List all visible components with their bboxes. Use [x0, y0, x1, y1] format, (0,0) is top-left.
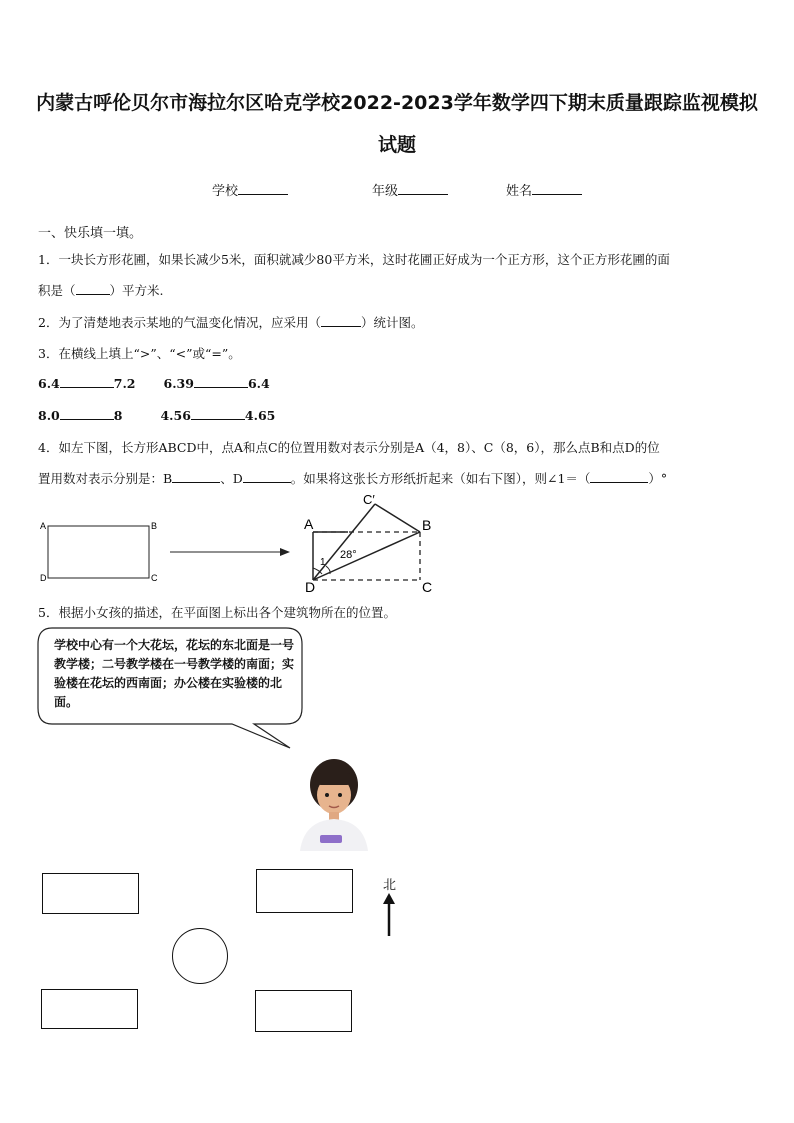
- right-label-c: C: [422, 579, 433, 595]
- q3-r2-left: 8.0: [38, 408, 60, 423]
- school-field: [212, 180, 288, 199]
- grade-label: 年级: [372, 184, 399, 199]
- q3-r1-blank1[interactable]: [60, 375, 114, 388]
- q1-text-b: ）平方米.: [109, 283, 164, 298]
- page-title: 内蒙古呼伦贝尔市海拉尔区哈克学校2022-2023学年数学四下期末质量跟踪监视模拟: [36, 92, 758, 114]
- girl-fringe: [315, 773, 353, 785]
- name-blank[interactable]: [532, 182, 582, 195]
- q1-line2: [38, 281, 164, 299]
- fold-cprime-b: [375, 504, 420, 532]
- q3-r1-blank2[interactable]: [194, 375, 248, 388]
- q3-row2: [38, 407, 275, 423]
- right-label-c-prime: C′: [363, 492, 375, 507]
- q4-text-d: ）°: [648, 471, 668, 486]
- right-label-b: B: [422, 517, 432, 533]
- speech-bubble-text: 学校中心有一个大花坛，花坛的东北面是一号教学楼；二号教学楼在一号教学楼的南面；实验楼在花坛的西南面；办公楼在实验楼的北面。: [54, 638, 295, 709]
- name-label: 姓名: [506, 184, 533, 199]
- q4-text-b: 、D: [220, 471, 243, 486]
- q3-r1-left: 6.4: [38, 376, 60, 391]
- q3-r1-mid: 7.2: [113, 376, 136, 391]
- q4-text-a: 置用数对表示分别是：B: [38, 471, 173, 486]
- girl-illustration: [290, 755, 370, 851]
- left-label-a: A: [40, 521, 47, 531]
- flower-bed-circle: [172, 928, 228, 984]
- q4-figures: [30, 490, 460, 600]
- fold-dc-prime: [313, 504, 375, 580]
- angle-28-label: 28°: [340, 549, 357, 561]
- name-field: [506, 180, 582, 199]
- girl-eye-left: [325, 793, 329, 797]
- q3-r2-right: 4.65: [244, 408, 276, 423]
- left-label-d: D: [40, 573, 47, 583]
- map-box-northeast[interactable]: [256, 869, 353, 913]
- q4-blank-d[interactable]: [243, 470, 291, 483]
- q3-r2-left2: 4.56: [160, 408, 191, 423]
- q2-blank[interactable]: [321, 314, 361, 327]
- right-label-d: D: [305, 579, 316, 595]
- map-box-northwest[interactable]: [42, 873, 139, 914]
- q3-r2-mid: 8: [113, 408, 123, 423]
- map-box-southwest[interactable]: [41, 989, 138, 1029]
- map-box-southeast[interactable]: [255, 990, 352, 1032]
- q3-r2-blank1[interactable]: [60, 407, 114, 420]
- q4-text-c: 。如果将这张长方形纸折起来（如右下图），则∠1＝（: [290, 471, 591, 486]
- q4-blank-angle[interactable]: [590, 470, 648, 483]
- q4-line2: [38, 469, 667, 487]
- grade-blank[interactable]: [398, 182, 448, 195]
- north-label: 北: [383, 878, 397, 893]
- fold-diagonal: [313, 532, 420, 580]
- q3-r1-right: 6.4: [247, 376, 270, 391]
- grade-field: [372, 180, 448, 199]
- angle-1-label: 1: [320, 557, 326, 568]
- q1-blank[interactable]: [76, 282, 110, 295]
- section-heading: 一、快乐填一填。: [38, 226, 143, 241]
- rectangle-abcd: [48, 526, 149, 578]
- left-label-c: C: [151, 573, 158, 583]
- school-blank[interactable]: [238, 182, 288, 195]
- girl-neck: [329, 812, 339, 820]
- q4-blank-b[interactable]: [172, 470, 220, 483]
- q2-line: [38, 313, 423, 331]
- q1-line1: 1．一块长方形花圃，如果长减少5米，面积就减少80平方米，这时花圃正好成为一个正方形，这个正方形花圃的面: [38, 252, 670, 267]
- q3-r2-blank2[interactable]: [191, 407, 245, 420]
- arrow-head-icon: [280, 548, 290, 556]
- q3-stem: 3．在横线上填上“>”、“<”或“=”。: [38, 346, 241, 361]
- girl-eye-right: [338, 793, 342, 797]
- q2-text-a: 2．为了清楚地表示某地的气温变化情况，应采用（: [38, 315, 321, 330]
- q1-text-a: 积是（: [38, 283, 76, 298]
- q3-r1-left2: 6.39: [163, 376, 194, 391]
- left-label-b: B: [151, 521, 158, 531]
- q4-line1: 4．如左下图，长方形ABCD中，点A和点C的位置用数对表示分别是A（4，8）、C（8，6），那么点B和点D的位: [38, 440, 660, 455]
- right-label-a: A: [304, 516, 314, 532]
- page-title-line2: 试题: [377, 134, 416, 156]
- q2-text-b: ）统计图。: [360, 315, 424, 330]
- q3-row1: [38, 375, 270, 391]
- q5-stem: 5．根据小女孩的描述，在平面图上标出各个建筑物所在的位置。: [38, 605, 396, 620]
- north-arrow-icon: [382, 893, 396, 937]
- girl-shirt-print: [320, 835, 342, 843]
- school-label: 学校: [212, 184, 239, 199]
